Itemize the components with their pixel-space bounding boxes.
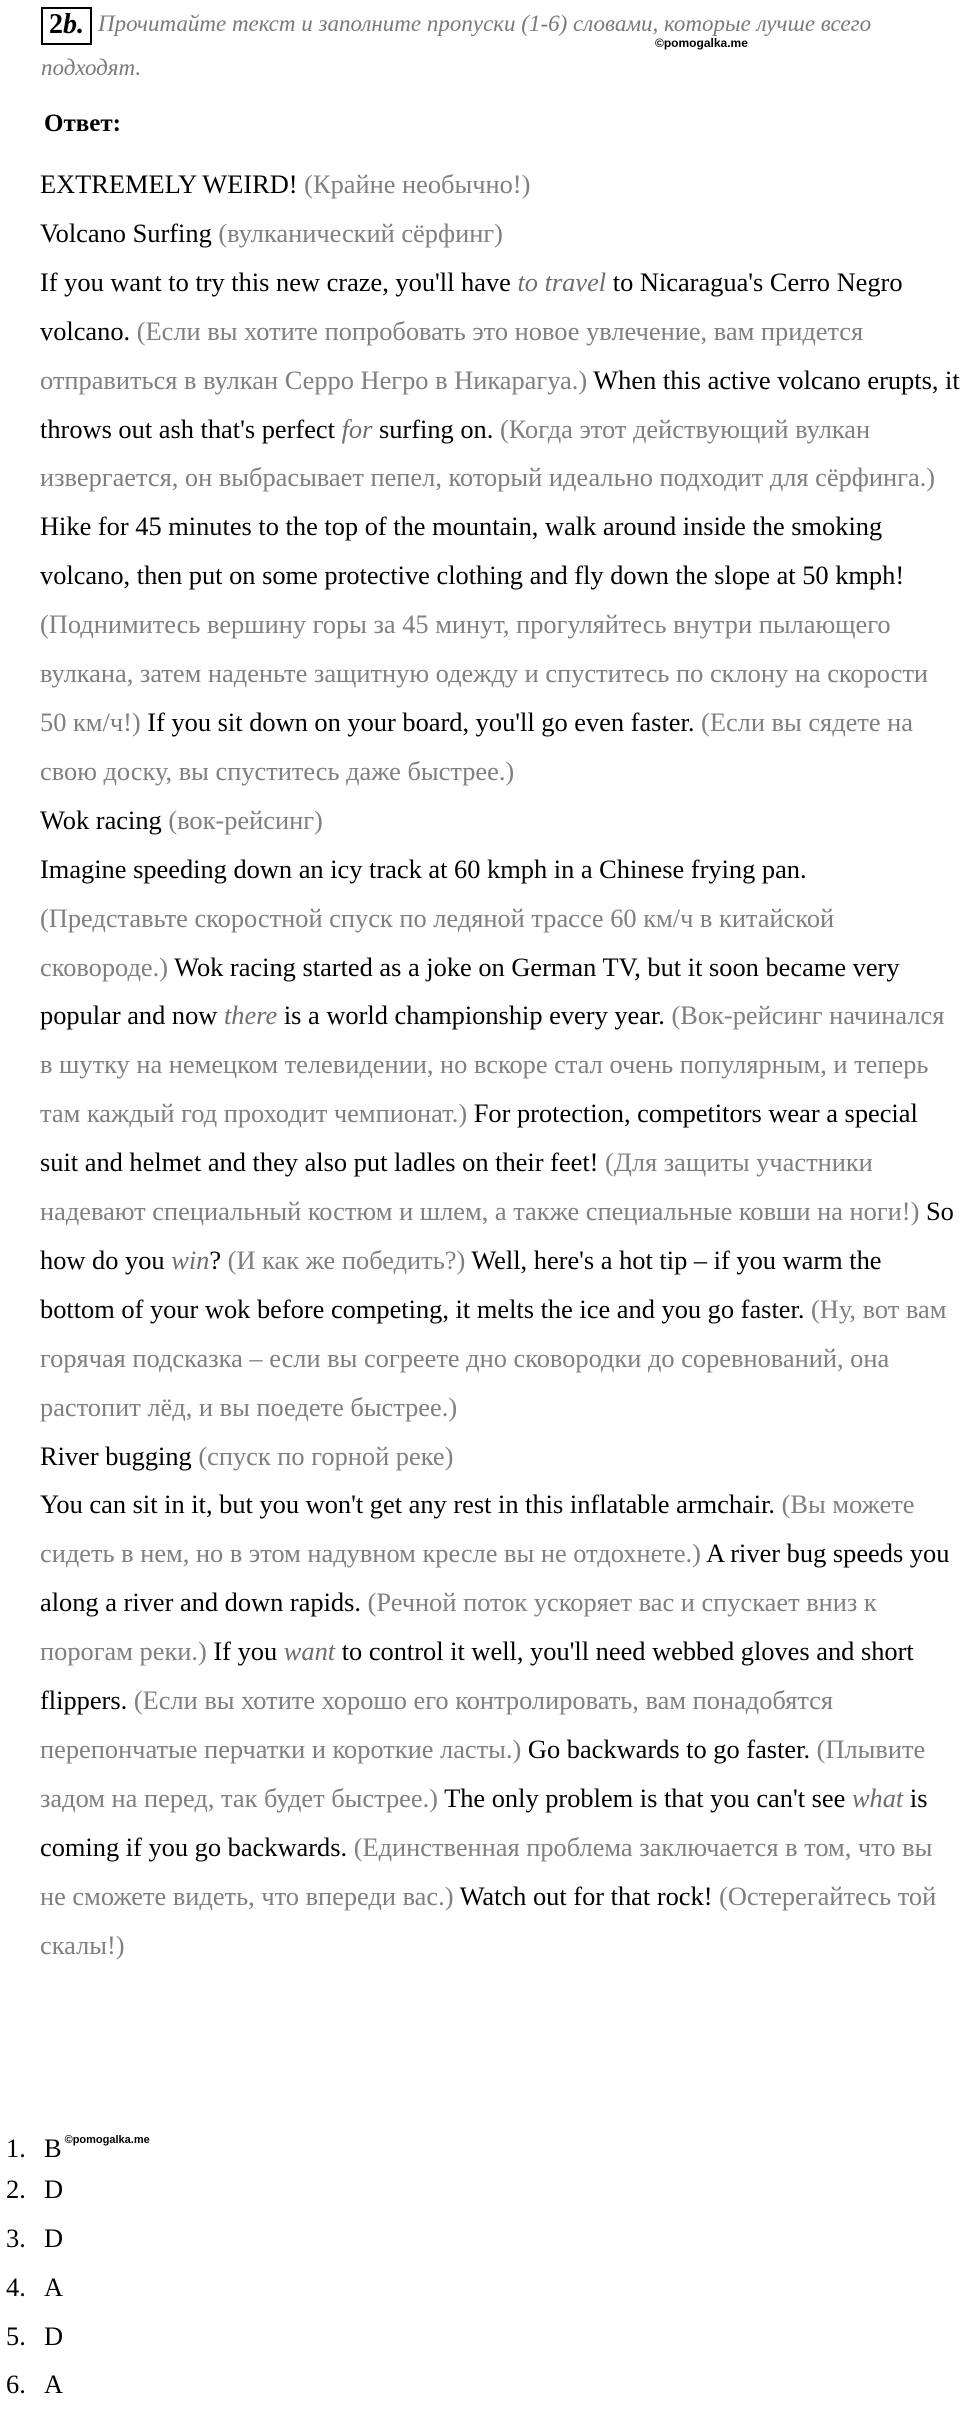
en-text: Go backwards to go faster. — [521, 1734, 811, 1764]
task-letter: b. — [63, 8, 84, 40]
en-text: A river bug speeds you along a river and down rapids. — [40, 1538, 950, 1618]
en-text: ? — [209, 1244, 222, 1275]
section-paragraph-volcano — [40, 258, 960, 796]
ru-translation: (Плывите задом на перед, так будет быстрее.) — [40, 1734, 926, 1813]
answer-key-item — [6, 2312, 150, 2361]
answer-letter: B — [44, 2133, 62, 2163]
ru-translation: (Остерегайтесь той скалы!) — [40, 1880, 937, 1960]
section-title-river — [40, 1432, 960, 1481]
title-ru: (Крайне необычно!) — [304, 169, 531, 199]
answer-number: 6. — [6, 2369, 26, 2400]
en-text: Well, here's a hot tip – if you warm the bottom of your wok before competing, it melts the ice and you go faster. — [40, 1244, 882, 1324]
task-header — [41, 2, 941, 90]
ru-translation: (Вы можете сидеть в нем, но в этом надувном кресле вы не отдохнете.) — [40, 1489, 915, 1569]
watermark-inline: ©pomogalka.me — [64, 2134, 150, 2146]
answer-key-list — [6, 2116, 150, 2409]
answer-key-item — [6, 2214, 150, 2263]
ru-translation: (Речной поток ускоряет вас и спускает вниз к порогам реки.) — [40, 1587, 877, 1667]
ru-translation: (Вок-рейсинг начинался в шутку на немецком телевидении, но вскоре стал очень популярным, и теперь там каждый год проходит чемпионат.) — [40, 1000, 945, 1129]
answer-number: 1. — [6, 2133, 26, 2163]
gap-answer-4: win — [171, 1244, 210, 1275]
en-text: Hike for 45 minutes to the top of the mountain, walk around inside the smoking volcano, then put on some protective clothing and fly down the slope at 50 kmph! — [40, 511, 905, 591]
en-text: to control it well, you'll need webbed gloves and short flippers. — [40, 1636, 914, 1716]
section-title-ru: (вулканический сёрфинг) — [218, 217, 503, 248]
answer-letter: D — [44, 2320, 64, 2351]
en-text: Wok racing started as a joke on German TV, but it soon became very popular and now — [40, 951, 900, 1031]
task-number-box — [41, 7, 92, 45]
en-text: So how do you — [40, 1196, 954, 1275]
en-text: You can sit in it, but you won't get any rest in this inflatable armchair. — [40, 1489, 776, 1520]
ru-translation: (Когда этот действующий вулкан извергается, он выбрасывает пепел, который идеально подходит для сёрфинга.) — [40, 413, 936, 493]
ru-translation: (Ну, вот вам горячая подсказка – если вы согреете дно сковородки до соревнований, она растопит лёд, и вы поедете быстрее.) — [40, 1293, 947, 1422]
answer-number: 4. — [6, 2271, 26, 2302]
gap-answer-5: want — [283, 1636, 336, 1667]
en-text: Imagine speeding down an icy track at 60 kmph in a Chinese frying pan. — [40, 853, 807, 884]
answer-key-item — [6, 2165, 150, 2214]
section-title-en: Volcano Surfing — [40, 217, 212, 248]
ru-translation: (И как же победить?) — [221, 1244, 466, 1275]
answer-text — [40, 160, 960, 1970]
answer-letter: D — [44, 2173, 64, 2204]
en-text: When this active volcano erupts, it throws out ash that's perfect — [40, 364, 960, 444]
answer-letter: A — [44, 2271, 64, 2302]
section-title-en: Wok racing — [40, 804, 162, 835]
answer-key-item — [6, 2263, 150, 2312]
section-paragraph-river — [40, 1480, 960, 1969]
ru-translation: (Представьте скоростной спуск по ледяной трассе 60 км/ч в китайской сковороде.) — [40, 902, 835, 982]
answer-label: Ответ: — [44, 110, 121, 137]
title-en: EXTREMELY WEIRD! — [40, 169, 298, 199]
gap-answer-1: to travel — [517, 266, 607, 297]
section-paragraph-wok — [40, 845, 960, 1432]
answer-key-item — [6, 2116, 150, 2165]
en-text: If you — [206, 1636, 284, 1667]
answer-number: 5. — [6, 2320, 26, 2351]
en-text: Watch out for that rock! — [453, 1880, 713, 1911]
section-title-ru: (спуск по горной реке) — [198, 1440, 454, 1471]
ru-translation: (Если вы хотите хорошо его контролировать, вам понадобятся перепончатые перчатки и короткие ласты.) — [40, 1685, 834, 1764]
ru-translation: (Если вы сядете на свою доску, вы спуститесь даже быстрее.) — [40, 706, 914, 786]
answer-key-item — [6, 2360, 150, 2409]
gap-answer-3: there — [223, 1000, 278, 1031]
section-title-en: River bugging — [40, 1440, 192, 1471]
ru-translation: (Поднимитесь вершину горы за 45 минут, прогуляйтесь внутри пылающего вулкана, затем наденьте защитную одежду и спуститесь по склону на скорости 50 км/ч!) — [40, 609, 929, 737]
answer-letter: D — [44, 2222, 64, 2253]
en-text: If you want to try this new craze, you'll have — [40, 266, 518, 297]
en-text: is a world championship every year. — [277, 1000, 665, 1031]
gap-answer-2: for — [341, 413, 373, 444]
en-text: to Nicaragua's Cerro Negro volcano. — [40, 266, 903, 346]
gap-answer-6: what — [851, 1782, 904, 1813]
en-text: The only problem is that you can't see — [437, 1782, 852, 1813]
ru-translation: (Для защиты участники надевают специальный костюм и шлем, а также специальные ковши на ноги!) — [40, 1147, 920, 1227]
task-number: 2 — [49, 8, 63, 40]
en-text: is coming if you go backwards. — [40, 1782, 928, 1862]
task-instruction: Прочитайте текст и заполните пропуски (1-6) словами, которые лучше всего подходят. — [41, 11, 872, 80]
en-text: If you sit down on your board, you'll go even faster. — [140, 706, 695, 737]
ru-translation: (Единственная проблема заключается в том, что вы не сможете видеть, что впереди вас.) — [40, 1831, 933, 1911]
ru-translation: (Если вы хотите попробовать это новое увлечение, вам придется отправиться в вулкан Серро Негро в Никарагуа.) — [40, 315, 864, 395]
en-text: surfing on. — [372, 413, 494, 444]
section-title-wok — [40, 796, 960, 845]
section-title-volcano — [40, 209, 960, 258]
answer-number: 2. — [6, 2173, 26, 2204]
section-title-ru: (вок-рейсинг) — [168, 804, 323, 835]
text-title — [40, 160, 960, 209]
watermark-top: ©pomogalka.me — [655, 36, 748, 50]
answer-letter: A — [44, 2369, 64, 2400]
en-text: For protection, competitors wear a special suit and helmet and they also put ladles on their feet! — [40, 1098, 918, 1178]
answer-number: 3. — [6, 2222, 26, 2253]
